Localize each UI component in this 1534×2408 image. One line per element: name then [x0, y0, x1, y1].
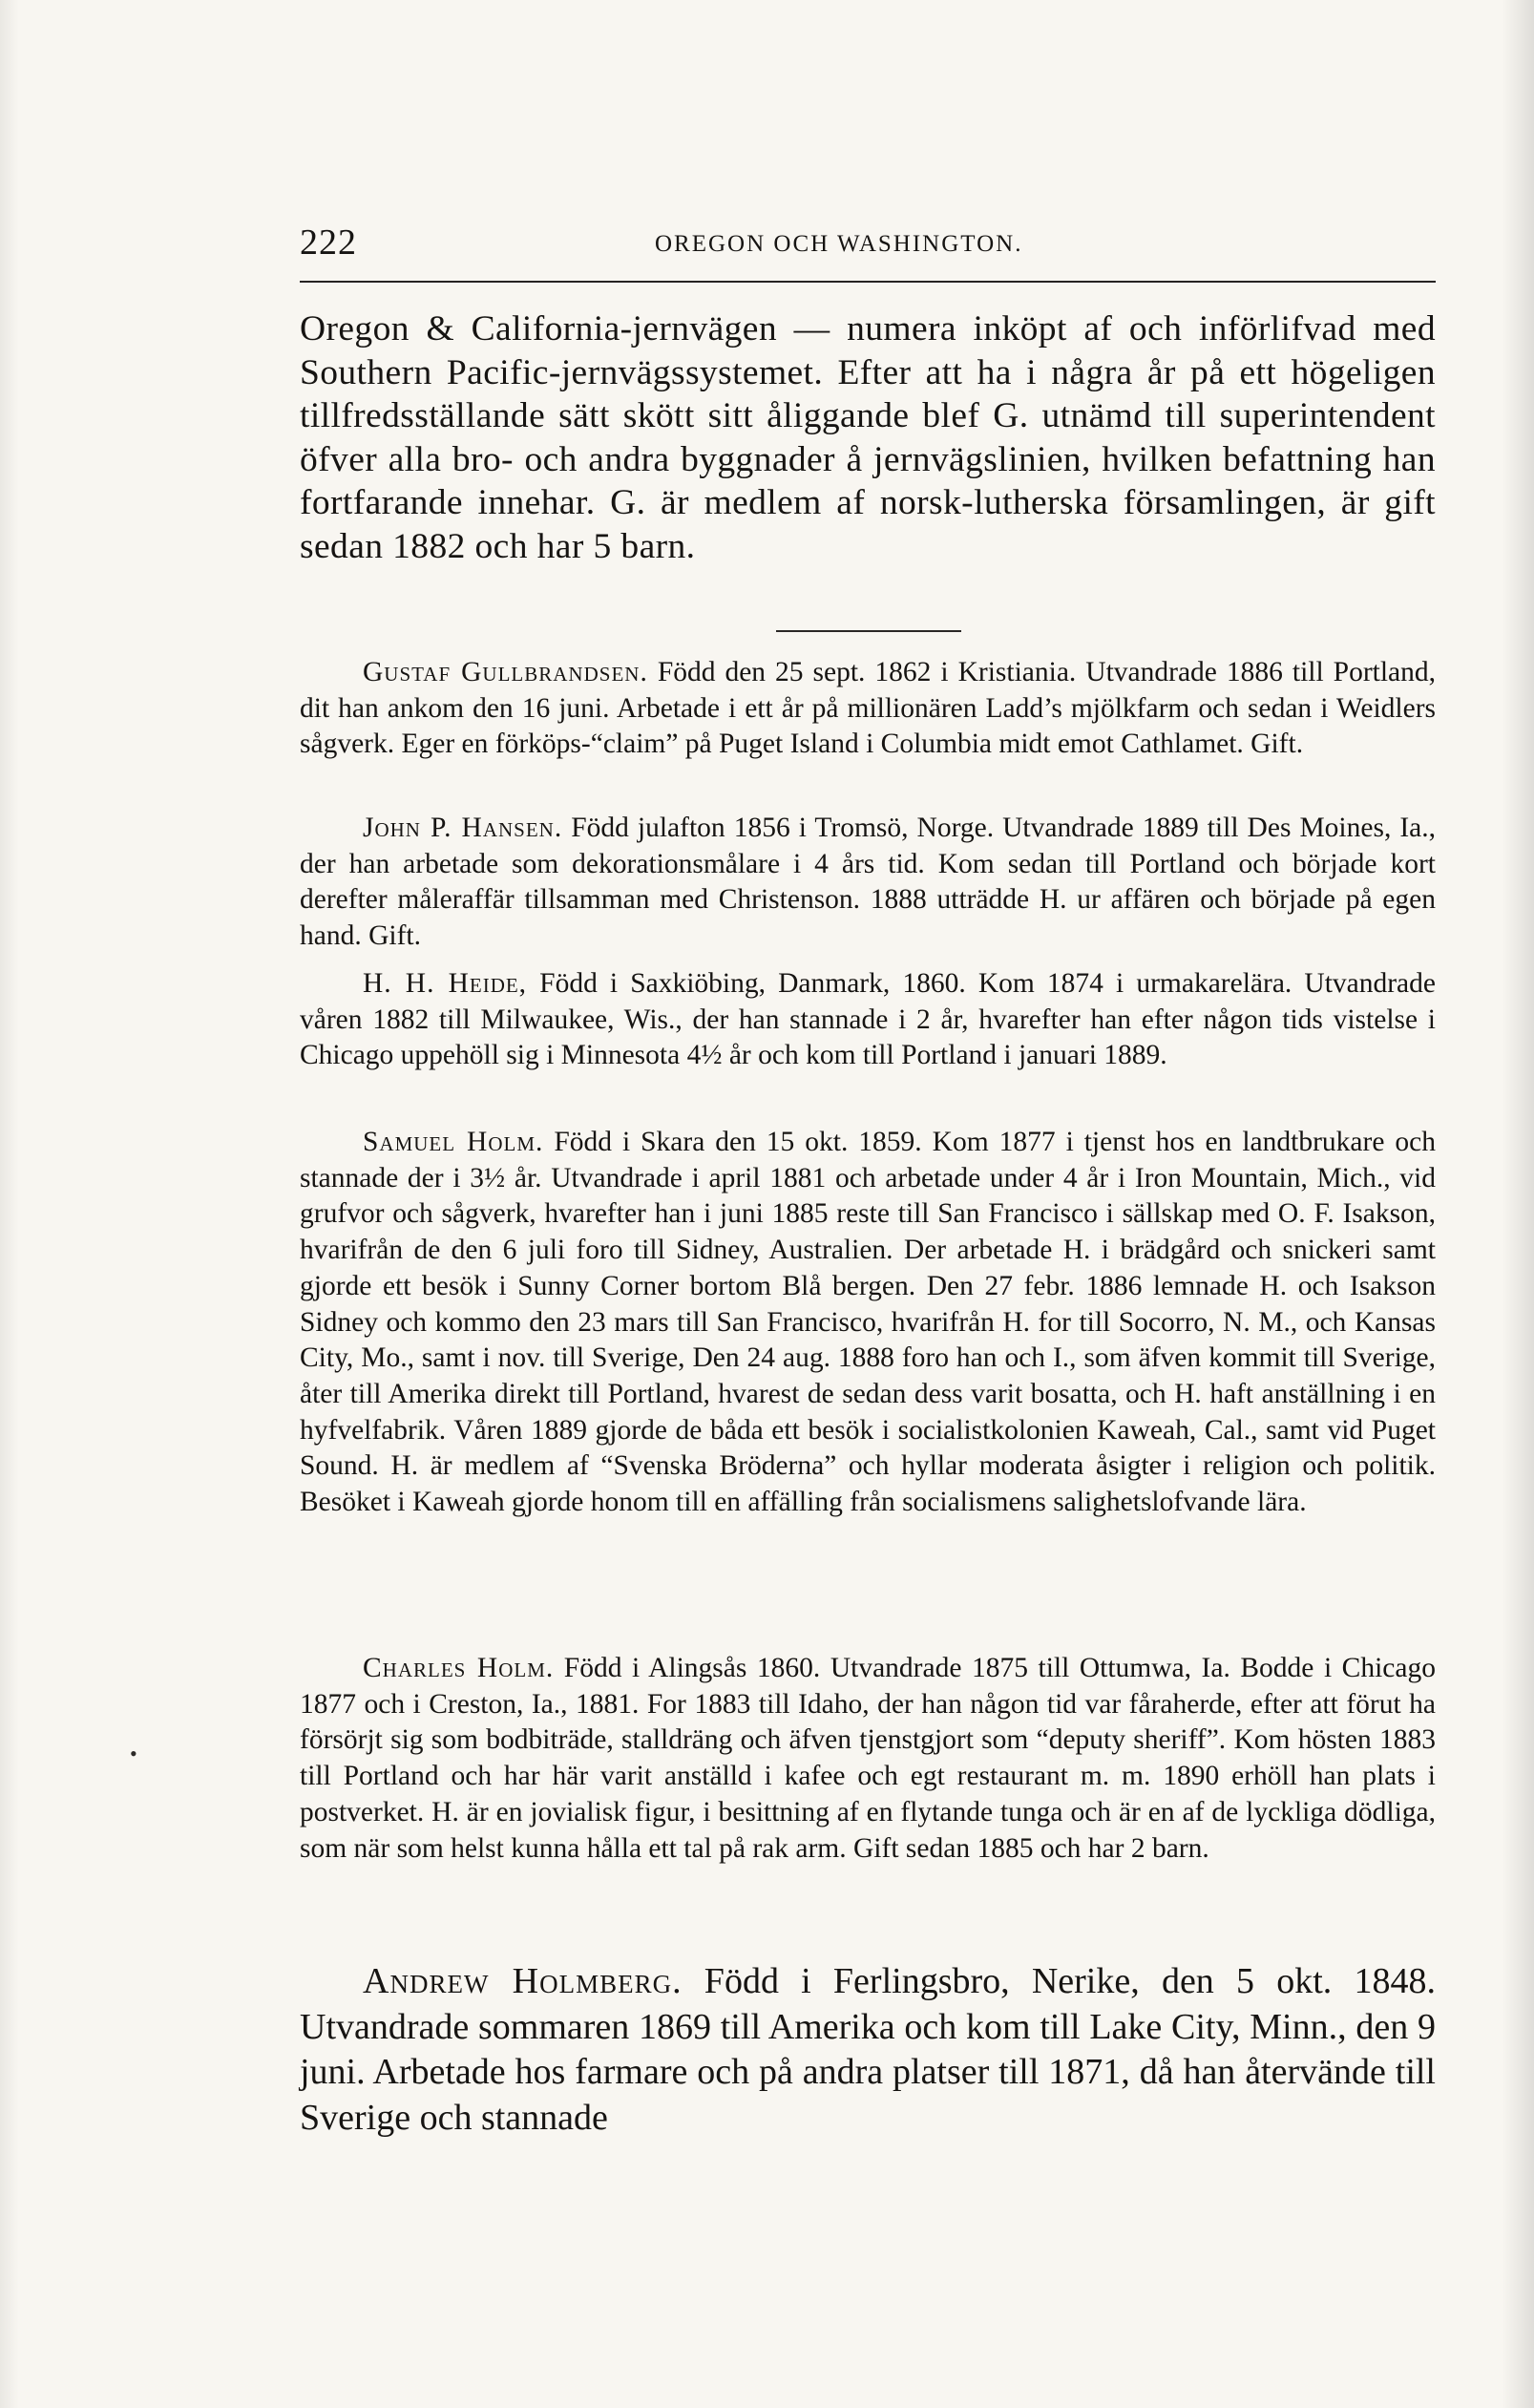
biography-entry [300, 966, 1436, 1074]
entry-paragraph [300, 1959, 1436, 2141]
entry-paragraph [300, 1651, 1436, 1867]
entry-text: Född i Alingsås 1860. Utvandrade 1875 till Ottumwa, Ia. Bodde i Chicago 1877 och i Creston, Ia., 1881. For 1883 till Idaho, der han någon tid var fåraherde, efter att förut ha försörjt sig som bodbiträde, stalldräng och äfven tjenstgjort som “deputy sheriff”. Kom hösten 1883 till Portland och har här varit anställd i kafee och egt restaurant m. m. 1890 erhöll han plats i postverket. H. är en jovialisk figur, i besittning af en flytande tunga och är en af de lyckliga dödliga, som när som helst kunna hålla ett tal på rak arm. Gift sedan 1885 och har 2 barn. [300, 1653, 1436, 1864]
biography-entry [300, 811, 1436, 955]
entry-paragraph [300, 966, 1436, 1074]
entry-paragraph [300, 811, 1436, 955]
entry-paragraph [300, 655, 1436, 763]
page-edge-shade [1502, 0, 1534, 2408]
running-title: OREGON OCH WASHINGTON. [655, 231, 1023, 257]
continuation-paragraph [300, 307, 1436, 569]
section-divider [776, 630, 961, 632]
biography-entry [300, 655, 1436, 763]
entry-name: John P. Hansen. [363, 813, 563, 843]
header-rule [300, 281, 1436, 283]
entry-text: Född i Skara den 15 okt. 1859. Kom 1877 i tjenst hos en landtbrukare och stannade der i 3½ år. Utvandrade i april 1881 och arbetade under 4 år i Iron Mountain, Mich., vid grufvor och sågverk, hvarefter han i juni 1885 reste till San Francisco i sällskap med O. F. Isakson, hvarifrån de den 6 juli foro till Sidney, Australien. Der arbetade H. i brädgård och snickeri samt gjorde ett besök i Sunny Corner bortom Blå bergen. Den 27 febr. 1886 lemnade H. och Isakson Sidney och kommo den 23 mars till San Francisco, hvarifrån H. for till Socorro, N. M., och Kansas City, Mo., samt i nov. till Sverige, Den 24 aug. 1888 foro han och I., som äfven kommit till Sverige, åter till Amerika direkt till Portland, hvarest de sedan dess varit bosatta, och H. haft anställning i en hyfvelfabrik. Våren 1889 gjorde de båda ett besök i socialistkolonien Kaweah, Cal., samt vid Puget Sound. H. är medlem af “Svenska Bröderna” och hyllar moderata åsigter i religion och politik. Besöket i Kaweah gjorde honom till en affälling från socialismens salighetslofvande lära. [300, 1127, 1436, 1518]
margin-speck: • [130, 1742, 137, 1765]
entry-name: Samuel Holm. [363, 1127, 544, 1157]
page-header [300, 222, 1436, 269]
entry-name: Gustaf Gullbrandsen. [363, 657, 648, 687]
entry-text: Född julafton 1856 i Tromsö, Norge. Utvandrade 1889 till Des Moines, Ia., der han arbetade som dekorationsmålare i 4 års tid. Kom sedan till Portland och började kort derefter måleraffär tillsamman med Christenson. 1888 utträdde H. ur affären och började på egen hand. Gift. [300, 813, 1437, 952]
biography-entry [300, 1651, 1436, 1867]
continuation-text: Oregon & California-jernvägen — numera inköpt af och införlifvad med Southern Pacific-jernvägssystemet. Efter att ha i några år på ett högeligen tillfredsställande sätt skött sitt åliggande blef G. utnämd till superintendent öfver alla bro- och andra byggnader å jernvägslinien, hvilken befattning han fortfarande innehar. G. är medlem af norsk-lutherska församlingen, är gift sedan 1882 och har 5 barn. [300, 309, 1436, 566]
entry-paragraph [300, 1125, 1436, 1521]
entry-name: H. H. Heide, [363, 968, 528, 999]
biography-entry [300, 1125, 1436, 1521]
entry-name: Andrew Holmberg. [363, 1961, 683, 2001]
page-gutter-shade [0, 0, 19, 2408]
entry-text: Född den 25 sept. 1862 i Kristiania. Utvandrade 1886 till Portland, dit han ankom den 16 juni. Arbetade i ett år på millionären Ladd’s mjölkfarm och sedan i Weidlers sågverk. Eger en förköps-“claim” på Puget Island i Columbia midt emot Cathlamet. Gift. [300, 657, 1437, 760]
biography-entry [300, 1959, 1436, 2141]
entry-name: Charles Holm. [363, 1653, 555, 1683]
entry-text: Född i Ferlingsbro, Nerike, den 5 okt. 1848. Utvandrade sommaren 1869 till Amerika och kom till Lake City, Minn., den 9 juni. Arbetade hos farmare och på andra platser till 1871, då han återvände till Sverige och stannade [300, 1961, 1437, 2138]
page-number: 222 [300, 222, 357, 263]
entry-text: Född i Saxkiöbing, Danmark, 1860. Kom 1874 i urmakarelära. Utvandrade våren 1882 till Milwaukee, Wis., der han stannade i 2 år, hvarefter han efter någon tids vistelse i Chicago uppehöll sig i Minnesota 4½ år och kom till Portland i januari 1889. [300, 968, 1436, 1071]
